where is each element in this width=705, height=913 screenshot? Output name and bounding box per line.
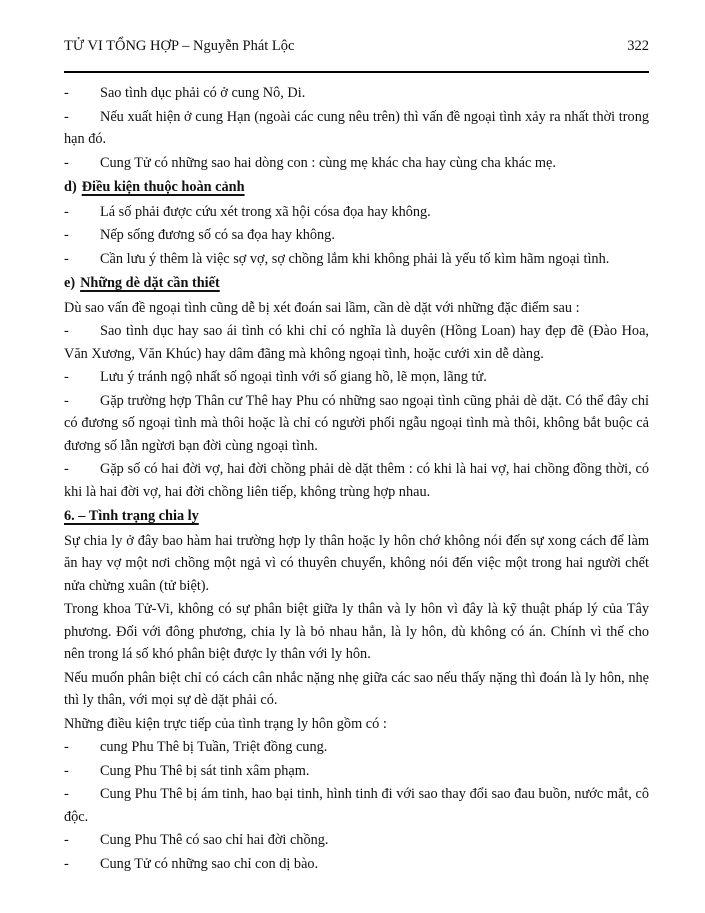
bullet-text: Lá số phải được cứu xét trong xã hội cósa đọa hay không.: [100, 203, 431, 220]
bullet-text: Lưu ý tránh ngộ nhất số ngoại tình với số giang hồ, lẽ mọn, lãng tử.: [100, 369, 487, 385]
bullet-dash: -: [64, 762, 69, 779]
bullet-text: Cung Phu Thê bị sát tinh xâm phạm.: [100, 762, 310, 779]
paragraph: Sự chia ly ở đây bao hàm hai trường hợp ly thân hoặc ly hôn chớ không nói đến sự xong cách để làm ăn hay vợ một nơi chồng một ngả vì có thuyên chuyển, không nói đến việc một trong hai người chết nửa chừng xuân (tử biệt).: [64, 532, 649, 594]
bullet-dash: -: [64, 461, 69, 477]
bullet-item: [64, 458, 649, 503]
heading-text: Điều kiện thuộc hoàn cảnh: [81, 179, 245, 195]
heading-prefix: e): [64, 275, 76, 291]
bullet-text: Cần lưu ý thêm là việc sợ vợ, sợ chồng lắm khi không phải là yếu tố kìm hãm ngoại tình.: [100, 250, 610, 267]
heading-text: Những dè dặt cần thiết: [80, 275, 220, 291]
heading-text: 6. – Tình trạng chia ly: [64, 508, 199, 524]
bullet-text: Cung Tử có những sao hai dòng con : cùng mẹ khác cha hay cùng cha khác mẹ.: [100, 154, 556, 171]
bullet-dash: -: [64, 154, 69, 171]
bullet-text: Cung Phu Thê bị ám tinh, hao bại tinh, hình tinh đi với sao thay đổi sao đau buồn, nước mắt, cô độc.: [64, 786, 649, 825]
bullet-dash: -: [64, 832, 69, 848]
paragraph: Trong khoa Tử-Vi, không có sự phân biệt giữa ly thân và ly hôn vì đây là kỹ thuật pháp lý của Tây phương. Đối với đông phương, chia ly là bỏ nhau hẳn, là ly hôn, dù không có án. Chính vì thế cho nên trong lá số khó phân biệt được ly thân với ly hôn.: [64, 601, 649, 662]
bullet-item: [64, 390, 649, 458]
bullet-text: cung Phu Thê bị Tuần, Triệt đồng cung.: [100, 739, 328, 755]
page-content: [64, 82, 649, 875]
bullet-dash: -: [64, 855, 69, 872]
page-number: 322: [627, 38, 649, 54]
bullet-dash: -: [64, 203, 69, 220]
section-heading: [64, 176, 649, 199]
bullet-dash: -: [64, 108, 69, 125]
bullet-item: [64, 736, 649, 759]
section-heading: [64, 505, 649, 528]
bullet-text: Sao tình dục hay sao ái tình có khi chỉ có nghĩa là duyên (Hồng Loan) hay đẹp đẽ (Đào Hoa, Văn Xương, Văn Khúc) hay dâm đãng mà không ngoại tình, hoặc cưới xin dễ dàng.: [64, 323, 649, 362]
bullet-item: [64, 224, 649, 247]
bullet-item: [64, 760, 649, 783]
bullet-text: Sao tình dục phải có ở cung Nô, Di.: [100, 85, 306, 101]
paragraph: Những điều kiện trực tiếp của tình trạng ly hôn gồm có :: [64, 715, 387, 732]
bullet-dash: -: [64, 250, 69, 267]
bullet-item: [64, 106, 649, 151]
bullet-text: Nếp sống đương số có sa đọa hay không.: [100, 227, 335, 243]
bullet-text: Gặp trường hợp Thân cư Thê hay Phu có những sao ngoại tình cũng phải dè dặt. Có thể đây chỉ có đương số ngoại tình mà thôi hoặc là chỉ có người phối ngẫu ngoại tình mà thôi, không bắt buộc cả đương số lẫn ngừơi bạn đời cùng ngoại tình.: [64, 392, 649, 454]
bullet-item: [64, 853, 649, 876]
bullet-item: [64, 320, 649, 365]
heading-prefix: d): [64, 179, 77, 195]
bullet-dash: -: [64, 786, 69, 802]
bullet-dash: -: [64, 369, 69, 385]
bullet-dash: -: [64, 85, 69, 101]
bullet-item: [64, 201, 649, 224]
bullet-item: [64, 829, 649, 852]
bullet-item: [64, 366, 649, 389]
bullet-item: [64, 152, 649, 175]
bullet-dash: -: [64, 227, 69, 243]
bullet-item: [64, 783, 649, 828]
bullet-text: Cung Tử có những sao chỉ con dị bào.: [100, 855, 319, 872]
bullet-item: [64, 248, 649, 271]
running-title: TỬ VI TỔNG HỢP – Nguyễn Phát Lộc: [64, 38, 295, 54]
paragraph: Nếu muốn phân biệt chỉ có cách cân nhắc nặng nhẹ giữa các sao nếu thấy nặng thì đoán là ly hôn, nhẹ thì ly thân, với mọi sự dè dặt phải có.: [64, 669, 649, 708]
section-heading: [64, 272, 649, 295]
bullet-dash: -: [64, 392, 69, 409]
page-header: [64, 36, 649, 56]
bullet-text: Gặp số có hai đời vợ, hai đời chồng phải dè dặt thêm : có khi là hai vợ, hai chồng đồng thời, có khi là hai đời vợ, hai đời chồng liên tiếp, không trùng hợp nhau.: [64, 461, 649, 500]
bullet-text: Nếu xuất hiện ở cung Hạn (ngoài các cung nêu trên) thì vấn đề ngoại tình xảy ra nhất thời trong hạn đó.: [64, 108, 649, 147]
header-divider: [64, 71, 649, 73]
bullet-item: [64, 82, 649, 105]
bullet-text: Cung Phu Thê có sao chỉ hai đời chồng.: [100, 832, 329, 848]
bullet-dash: -: [64, 739, 69, 755]
bullet-dash: -: [64, 323, 69, 339]
paragraph: Dù sao vấn đề ngoại tình cũng dễ bị xét đoán sai lầm, cần dè dặt với những đặc điểm sau :: [64, 299, 580, 316]
